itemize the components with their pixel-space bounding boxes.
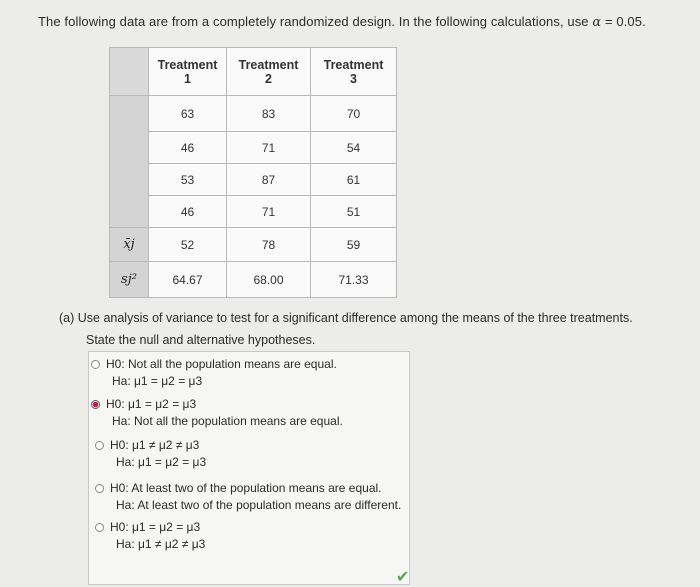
hypotheses-prompt: State the null and alternative hypotheses. — [86, 333, 316, 347]
option-5-ha: Ha: μ1 ≠ μ2 ≠ μ3 — [116, 537, 206, 551]
header-treatment-3: Treatment 3 — [311, 48, 397, 96]
option-4[interactable] — [110, 480, 401, 514]
table-corner — [110, 48, 149, 96]
option-4-radio[interactable] — [95, 484, 104, 493]
table-row — [110, 196, 397, 228]
option-2[interactable] — [106, 396, 343, 430]
variance-label: sj² — [110, 262, 149, 298]
table-cell: 61 — [311, 164, 397, 196]
variance-cell: 64.67 — [149, 262, 227, 298]
variance-cell: 68.00 — [227, 262, 311, 298]
option-2-h0: H0: μ1 = μ2 = μ3 — [106, 397, 197, 411]
option-1-radio[interactable] — [91, 360, 100, 369]
option-4-h0: H0: At least two of the population means are equal. — [110, 481, 382, 495]
table-row — [110, 132, 397, 164]
option-1-ha: Ha: μ1 = μ2 = μ3 — [112, 374, 203, 388]
table-cell: 51 — [311, 196, 397, 228]
problem-statement — [38, 14, 646, 30]
data-table — [109, 47, 397, 298]
mean-cell: 78 — [227, 228, 311, 262]
part-a-question: (a) Use analysis of variance to test for a significant difference among the means of the three treatments. — [59, 311, 633, 325]
table-cell: 46 — [149, 196, 227, 228]
option-2-ha: Ha: Not all the population means are equal. — [112, 414, 343, 428]
mean-cell: 52 — [149, 228, 227, 262]
mean-label: x̄j — [110, 228, 149, 262]
table-cell: 46 — [149, 132, 227, 164]
option-5-h0: H0: μ1 = μ2 = μ3 — [110, 520, 201, 534]
option-3-radio[interactable] — [95, 441, 104, 450]
table-cell: 87 — [227, 164, 311, 196]
option-3[interactable] — [110, 437, 206, 471]
problem-text: The following data are from a completely randomized design. In the following calculations, use — [38, 14, 589, 29]
option-1-h0: H0: Not all the population means are equal. — [106, 357, 337, 371]
table-cell: 54 — [311, 132, 397, 164]
row-header-blank — [110, 96, 149, 228]
variance-cell: 71.33 — [311, 262, 397, 298]
option-2-radio[interactable] — [91, 400, 100, 409]
option-5-radio[interactable] — [95, 523, 104, 532]
table-row — [110, 164, 397, 196]
table-cell: 63 — [149, 96, 227, 132]
alpha-value: = 0.05. — [604, 14, 646, 29]
option-1[interactable] — [106, 356, 337, 390]
table-cell: 83 — [227, 96, 311, 132]
option-3-ha: Ha: μ1 = μ2 = μ3 — [116, 455, 207, 469]
table-cell: 71 — [227, 196, 311, 228]
header-treatment-2: Treatment 2 — [227, 48, 311, 96]
correct-check-icon: ✔ — [396, 569, 410, 586]
option-5[interactable] — [110, 519, 205, 553]
table-cell: 70 — [311, 96, 397, 132]
variance-row — [110, 262, 397, 298]
table-cell: 71 — [227, 132, 311, 164]
mean-row — [110, 228, 397, 262]
option-4-ha: Ha: At least two of the population means are different. — [116, 498, 402, 512]
option-3-h0: H0: μ1 ≠ μ2 ≠ μ3 — [110, 438, 200, 452]
mean-cell: 59 — [311, 228, 397, 262]
alpha-symbol: α — [592, 15, 602, 30]
table-row — [110, 96, 397, 132]
table-cell: 53 — [149, 164, 227, 196]
header-treatment-1: Treatment 1 — [149, 48, 227, 96]
